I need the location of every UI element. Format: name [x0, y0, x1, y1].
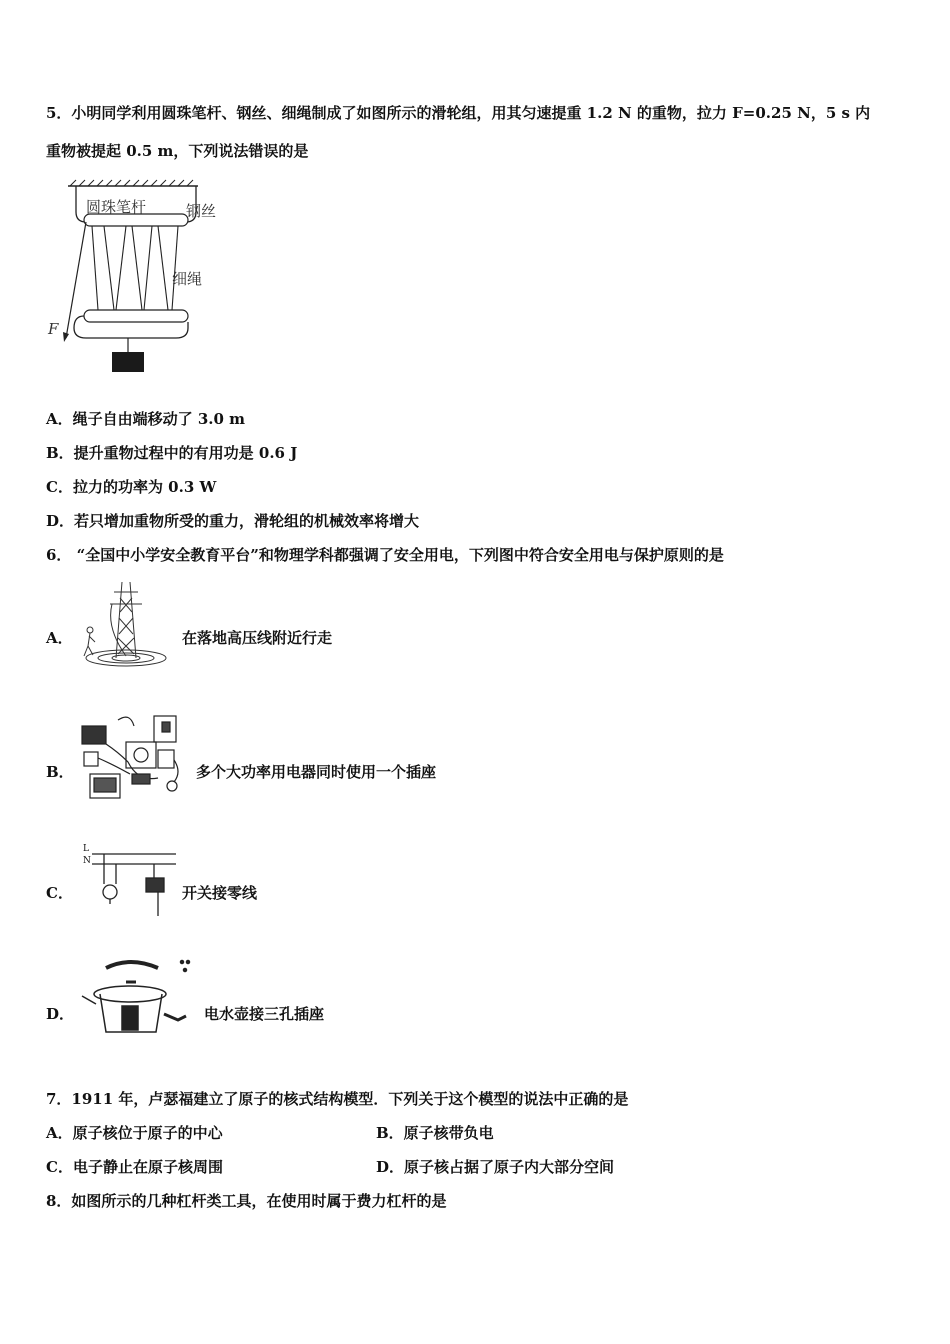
label-rope: 细绳 [172, 270, 203, 288]
label-pen: 圆珠笔杆 [86, 198, 147, 216]
q6-option-a-text: 在落地高压线附近行走 [182, 629, 333, 647]
q6-option-d-letter: D． [46, 1005, 75, 1023]
q6-stem: 6． “全国中小学安全教育平台”和物理学科都强调了安全用电，下列图中符合安全用电与保护原则的是 [46, 546, 724, 564]
label-wire-l: L [83, 844, 89, 854]
q6-option-d-text: 电水壶接三孔插座 [204, 1005, 325, 1023]
q5-option-a: A．绳子自由端移动了 3.0 m [46, 410, 246, 428]
q6-option-c-letter: C． [46, 884, 73, 902]
q7-option-c: C．电子静止在原子核周围 [46, 1158, 223, 1176]
electric-kettle-figure [78, 954, 198, 1042]
q7-option-a: A．原子核位于原子的中心 [46, 1124, 223, 1142]
q6-option-a-letter: A． [46, 629, 73, 647]
label-wire-n: N [83, 856, 91, 866]
q5-option-c: C．拉力的功率为 0.3 W [46, 478, 217, 496]
q5-stem-line1: 5．小明同学利用圆珠笔杆、钢丝、细绳制成了如图所示的滑轮组，用其匀速提重 1.2 N 的重物，拉力 F=0.25 N，5 s 内 [46, 104, 871, 122]
label-force: F [48, 320, 59, 338]
switch-circuit-figure [80, 842, 180, 922]
q8-stem: 8．如图所示的几种杠杆类工具，在使用时属于费力杠杆的是 [46, 1192, 447, 1210]
label-wire: 钢丝 [186, 202, 217, 220]
high-voltage-tower-figure [76, 578, 176, 678]
q7-stem: 7．1911 年，卢瑟福建立了原子的核式结构模型．下列关于这个模型的说法中正确的是 [46, 1090, 629, 1108]
q5-option-b: B．提升重物过程中的有用功是 0.6 J [46, 444, 298, 462]
q6-option-c-text: 开关接零线 [182, 884, 258, 902]
q7-option-b: B．原子核带负电 [376, 1124, 494, 1142]
q6-option-b-text: 多个大功率用电器同时使用一个插座 [196, 763, 437, 781]
pulley-figure [46, 178, 246, 378]
kettle-icon [78, 954, 198, 1042]
overloaded-socket-figure [78, 712, 190, 804]
q6-option-b-letter: B． [46, 763, 74, 781]
tower-icon [76, 578, 176, 678]
circuit-icon [80, 842, 180, 922]
appliances-icon [78, 712, 190, 804]
q5-stem-line2: 重物被提起 0.5 m，下列说法错误的是 [46, 142, 309, 160]
q5-option-d: D．若只增加重物所受的重力，滑轮组的机械效率将增大 [46, 512, 420, 530]
q7-option-d: D．原子核占据了原子内大部分空间 [376, 1158, 615, 1176]
